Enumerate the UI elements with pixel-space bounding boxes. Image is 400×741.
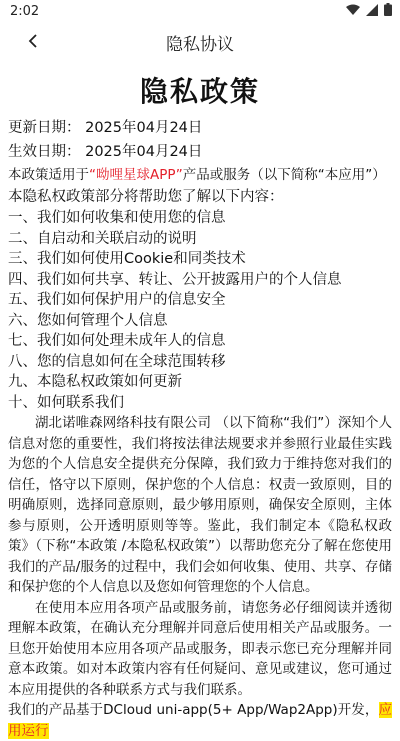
intro-paragraph: 湖北诺唯森网络科技有限公司 （以下简称“我们”）深知个人信息对您的重要性，我们将按法律法规要求并参照行业最佳实践为您的个人信息安全提供充分保障，我们致力于维持您对我们的信任，恪守以下原则，保护您的个人信息：权责一致原则，目的明确原则，选择同意原则，最少够用原则，确保安全原则，主体参与原则，公开透明原则等等。鉴此，我们制定本《隐私权政策》（下称“本政策 /本隐私权政策”）以帮助您充分了解在您使用我们的产品/服务的过程中，我们会如何收集、使用、共享、存储和保护您的个人信息以及您如何管理您的个人信息。 bbox=[8, 415, 392, 595]
toc-item: 八、您的信息如何在全球范围转移 bbox=[8, 353, 226, 370]
nav-bar bbox=[0, 24, 400, 60]
document-title: 隐私政策 bbox=[139, 75, 260, 108]
toc-item: 二、自启动和关联启动的说明 bbox=[8, 230, 197, 247]
app-name: “呦哩星球APP” bbox=[89, 167, 183, 183]
toc-item: 七、我们如何处理未成年人的信息 bbox=[8, 333, 226, 349]
status-time: 2:02 bbox=[10, 4, 40, 19]
wifi-icon bbox=[346, 4, 360, 16]
toc-item: 一、我们如何收集和使用您的信息 bbox=[8, 210, 226, 226]
scope-prefix: 本政策适用于 bbox=[8, 167, 89, 183]
highlighted-text: 应用运行 bbox=[8, 702, 392, 739]
intro-line: 本隐私权政策部分将帮助您了解以下内容： bbox=[8, 189, 284, 205]
status-icons bbox=[346, 3, 392, 16]
policy-content[interactable] bbox=[0, 70, 400, 741]
toc-item: 十、如何联系我们 bbox=[8, 394, 124, 411]
status-bar bbox=[0, 0, 400, 24]
scope-line bbox=[8, 164, 392, 186]
signal-icon bbox=[366, 4, 378, 16]
toc-item: 五、我们如何保护用户的信息安全 bbox=[8, 292, 226, 308]
scope-suffix: 产品或服务（以下简称“本应用”） bbox=[182, 167, 386, 183]
platform-text: 我们的产品基于DCloud uni-app(5+ App/Wap2App)开发， bbox=[8, 702, 379, 718]
toc-item: 三、我们如何使用Cookie和同类技术 bbox=[8, 251, 246, 267]
battery-icon bbox=[384, 3, 392, 16]
platform-paragraph bbox=[8, 700, 392, 741]
toc-item: 四、我们如何共享、转让、公开披露用户的个人信息 bbox=[8, 271, 342, 288]
updated-date: 更新日期： 2025年04月24日 bbox=[8, 120, 203, 136]
consent-paragraph: 在使用本应用各项产品或服务前，请您务必仔细阅读并透彻理解本政策，在确认充分理解并同意后使用相关产品或服务。一旦您开始使用本应用各项产品或服务，即表示您已充分理解并同意本政策。如对本政策内容有任何疑问、意见或建议，您可通过本应用提供的各种联系方式与我们联系。 bbox=[8, 599, 392, 698]
toc-list bbox=[8, 208, 392, 413]
effective-date: 生效日期： 2025年04月24日 bbox=[8, 144, 203, 160]
toc-item: 九、本隐私权政策如何更新 bbox=[8, 374, 182, 390]
toc-item: 六、您如何管理个人信息 bbox=[8, 312, 168, 329]
page-title: 隐私协议 bbox=[166, 35, 234, 55]
